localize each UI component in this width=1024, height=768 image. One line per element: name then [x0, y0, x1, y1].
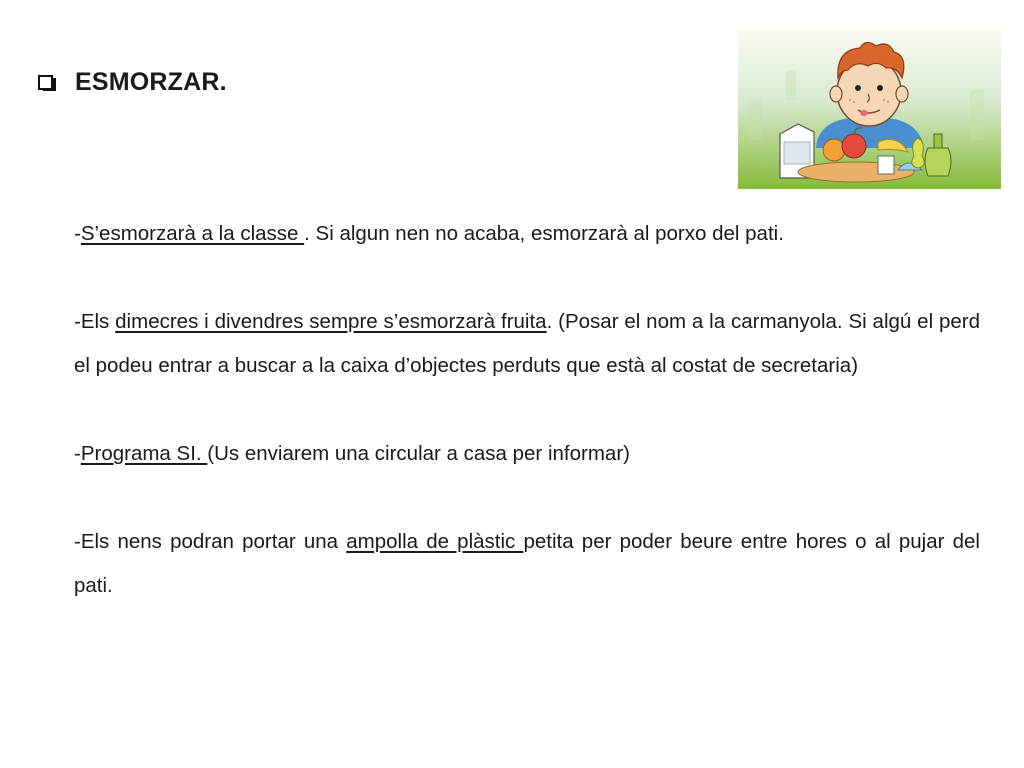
paragraph-text: -Els nens podran portar una — [74, 530, 347, 553]
paragraph-text: . Si algun nen no acaba, esmorzarà al porxo del pati. — [304, 222, 784, 245]
paragraph-underlined-text: ampolla de plàstic — [346, 530, 524, 553]
body-text — [74, 212, 980, 652]
paragraph-programa-si — [74, 432, 980, 476]
paragraph-text: . (Posar el nom a la carmanyola. Si algú el perd el podeu entrar a buscar a la caixa d’objectes perduts que està al costat de secretaria) — [74, 310, 980, 377]
paragraph-water-bottle — [74, 520, 980, 608]
paragraph-text: -Els — [74, 310, 116, 333]
paragraph-text: - — [74, 222, 81, 245]
paragraph-underlined-text: dimecres i divendres sempre s’esmorzarà fruita — [115, 310, 547, 333]
checkbox-bullet-icon — [38, 75, 53, 90]
paragraph-underlined-text: Programa SI. — [80, 442, 208, 465]
paragraph-underlined-text: S’esmorzarà a la classe — [80, 222, 305, 245]
pear-icon — [912, 138, 925, 168]
yogurt-icon — [878, 156, 894, 174]
heading-title: ESMORZAR. — [75, 67, 227, 96]
apple-icon — [842, 134, 866, 158]
bread-icon — [798, 162, 914, 182]
section-heading — [38, 62, 227, 102]
orange-icon — [823, 139, 845, 161]
paragraph-classroom-breakfast — [74, 212, 980, 256]
paragraph-text: - — [74, 442, 81, 465]
paragraph-text: (Us enviarem una circular a casa per informar) — [207, 442, 630, 465]
paragraph-text: petita per poder beure entre hores o al pujar del pati. — [74, 530, 980, 597]
paragraph-fruit-days — [74, 300, 980, 388]
boy-with-breakfast-illustration — [738, 30, 1001, 189]
